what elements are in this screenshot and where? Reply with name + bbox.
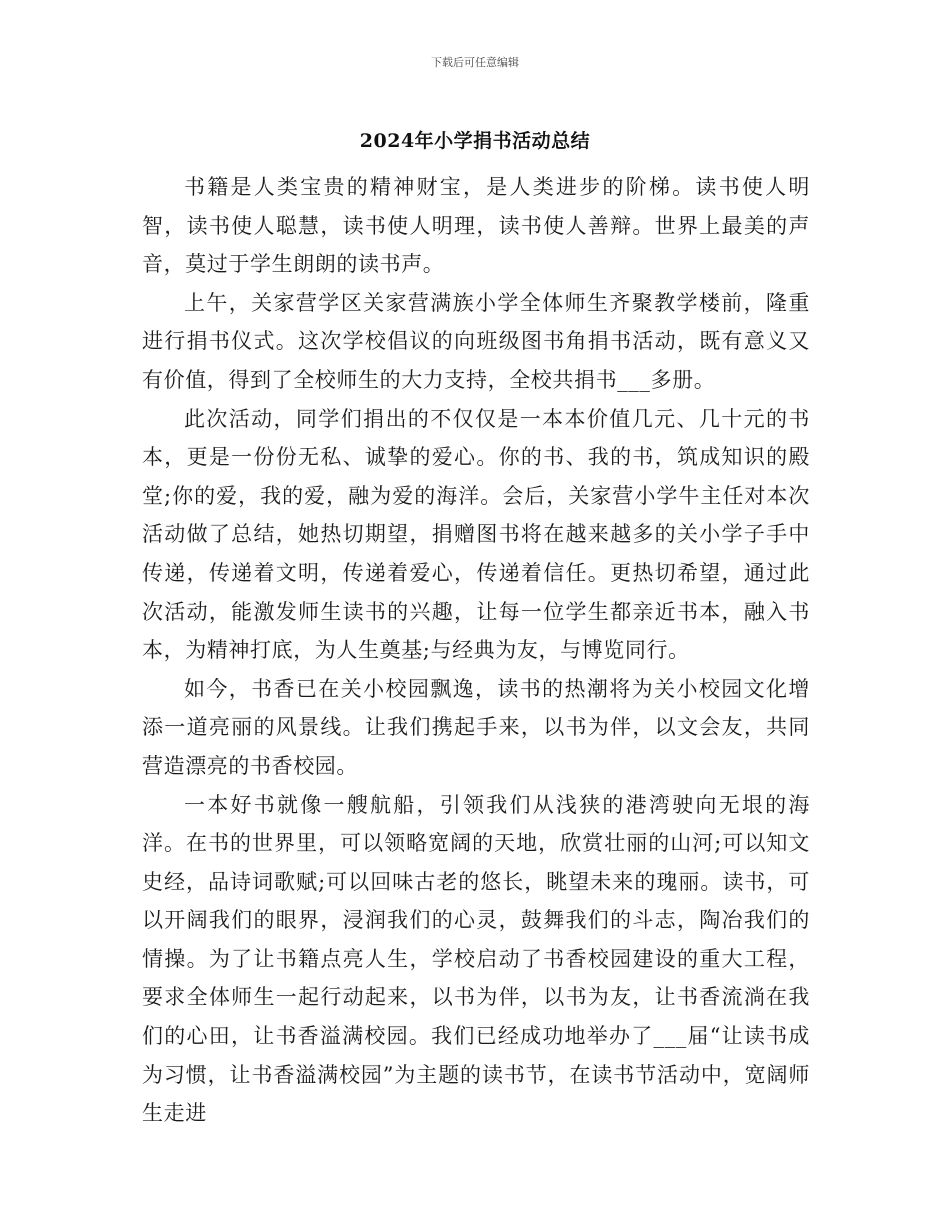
- paragraph-3: 此次活动，同学们捐出的不仅仅是一本本价值几元、几十元的书本，更是一份份无私、诚挚的爱心。你的书、我的书，筑成知识的殿堂;你的爱，我的爱，融为爱的海洋。会后，关家营小学牛主任对本次活动做了总结，她热切期望，捐赠图书将在越来越多的关小学子手中传递，传递着文明，传递着爱心，传递着信任。更热切希望，通过此次活动，能激发师生读书的兴趣，让每一位学生都亲近书本，融入书本，为精神打底，为人生奠基;与经典为友，与博览同行。: [142, 406, 810, 663]
- document-body: [142, 168, 810, 1133]
- document-title: 2024年小学捐书活动总结: [359, 130, 591, 152]
- paragraph-5: 一本好书就像一艘航船，引领我们从浅狭的港湾驶向无垠的海洋。在书的世界里，可以领略宽阔的天地，欣赏壮丽的山河;可以知文史经，品诗词歌赋;可以回味古老的悠长，眺望未来的瑰丽。读书，可以开阔我们的眼界，浸润我们的心灵，鼓舞我们的斗志，陶冶我们的情操。为了让书籍点亮人生，学校启动了书香校园建设的重大工程，要求全体师生一起行动起来，以书为伴，以书为友，让书香流淌在我们的心田，让书香溢满校园。我们已经成功地举办了___届“让读书成为习惯，让书香溢满校园”为主题的读书节，在读书节活动中，宽阔师生走进: [142, 792, 810, 1126]
- paragraph-1: 书籍是人类宝贵的精神财宝，是人类进步的阶梯。读书使人明智，读书使人聪慧，读书使人明理，读书使人善辩。世界上最美的声音，莫过于学生朗朗的读书声。: [142, 175, 810, 277]
- paragraph-2: 上午，关家营学区关家营满族小学全体师生齐聚教学楼前，隆重进行捐书仪式。这次学校倡议的向班级图书角捐书活动，既有意义又有价值，得到了全校师生的大力支持，全校共捐书___多册。: [142, 290, 810, 392]
- header-note: 下载后可任意编辑: [431, 56, 519, 69]
- paragraph-4: 如今，书香已在关小校园飘逸，读书的热潮将为关小校园文化增添一道亮丽的风景线。让我们携起手来，以书为伴，以文会友，共同营造漂亮的书香校园。: [142, 676, 810, 778]
